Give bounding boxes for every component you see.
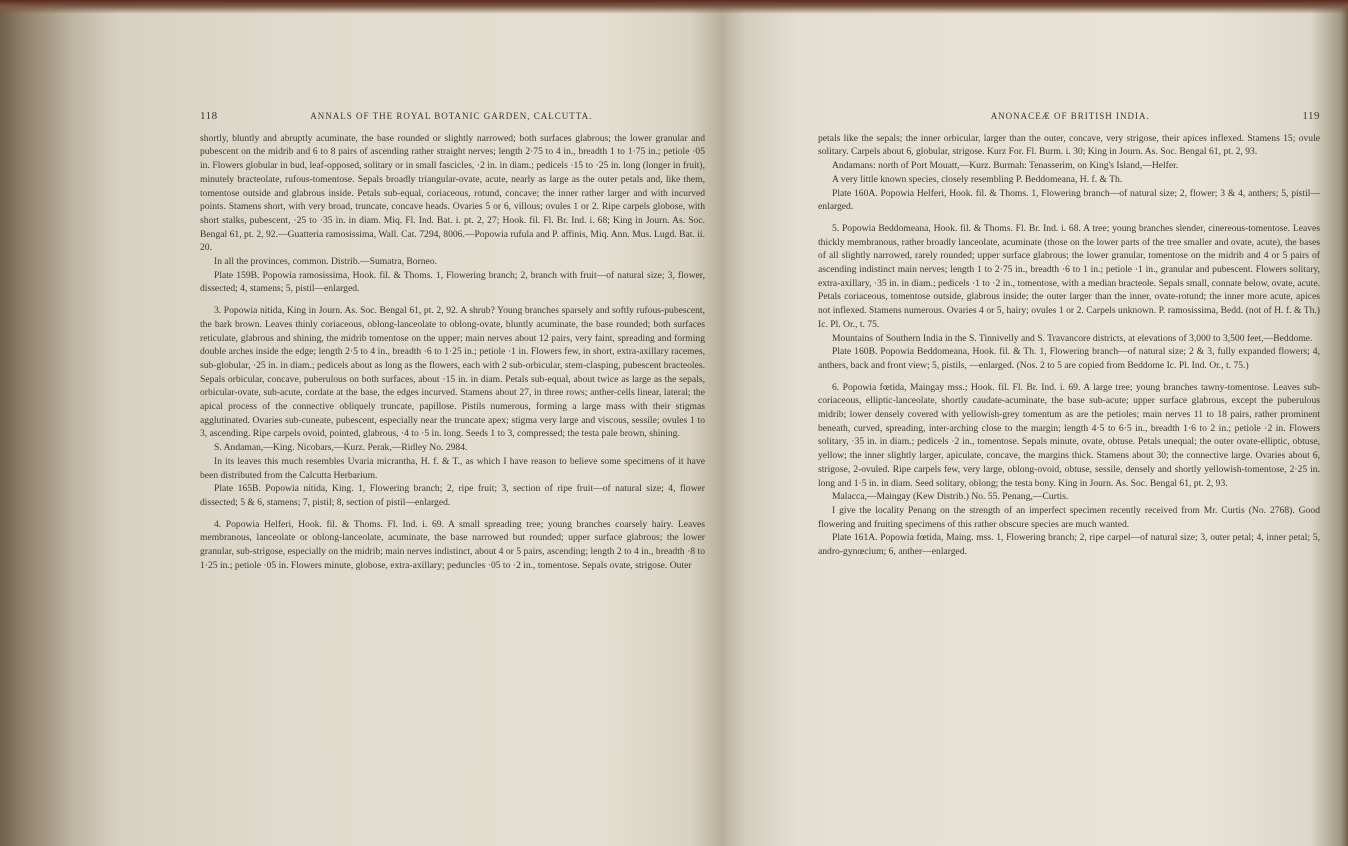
paragraph: In its leaves this much resembles Uvaria micrantha, H. f. & T., as which I have reason to believe some specimens of it have been distributed from the Calcutta Herbarium. — [200, 455, 705, 481]
plate-caption: Plate 165B. Popowia nitida, King. 1, Flowering branch; 2, ripe fruit; 3, section of ripe fruit—of natural size; 4, flower dissected; 5 & 6, stamens; 7, pistil; 8, section of pistil—enlarged. — [200, 483, 705, 508]
paragraph: Andamans: north of Port Mouatt,—Kurz. Burmah: Tenasserim, on King's Island,—Helfer. — [832, 160, 1179, 172]
paragraph: shortly, bluntly and abruptly acuminate, the base rounded or slightly narrowed; both surfaces glabrous; the lower granular and pubescent on the midrib and 6 to 8 pairs of ascending rather straight nerves; length 2·75 to 4 in., breadth 1 to 1·75 in.; petiole ·05 in. Flowers globular in bud, leaf-opposed, solitary or in small fascicles, ·2 in. in diam.; pedicels ·15 to ·25 in. long (longer in fruit), minutely bracteolate, rufous-tomentose. Sepals broadly triangular-ovate, acute, nearly as large as the outer petals and, like them, tomentose outside and glabrous inside. Petals sub-equal, coriaceous, rotund, concave; the inner rather larger and with incurved points. Stamens short, with very broad, truncate, concave heads. Ovaries 5 or 6, villous; ovules 1 or 2. Ripe carpels globose, with short stalks, pubescent, ·25 to ·35 in. in diam. Miq. Fl. Ind. Bat. i. pt. 2, 27; Hook. fil. Fl. Br. Ind. i. 68; King in Journ. As. Soc. Bengal 61, pt. 2, 92.—Guatteria ramosissima, Wall. Cat. 7294, 8006.—Popowia rufula and P. affinis, Miq. Ann. Mus. Lugd. Bat. ii. 20. — [200, 132, 705, 254]
paragraph: S. Andaman,—King. Nicobars,—Kurz. Perak,—Ridley No. 2984. — [214, 442, 468, 454]
plate-caption: Plate 159B. Popowia ramosissima, Hook. fil. & Thoms. 1, Flowering branch; 2, branch with fruit—of natural size; 3, flower, dissected; 4, stamens; 5, pistil—enlarged. — [200, 269, 705, 295]
right-page — [818, 110, 1320, 559]
right-page-header — [818, 110, 1320, 124]
left-page-header — [200, 110, 705, 124]
book-top-edge — [0, 0, 1348, 14]
running-head: ANNALS OF THE ROYAL BOTANIC GARDEN, CALCUTTA. — [310, 111, 593, 121]
running-head: ANONACEÆ OF BRITISH INDIA. — [990, 111, 1150, 121]
plate-caption: Plate 161A. Popowia fœtida, Maing. mss. 1, Flowering branch; 2, ripe carpel—of natural size; 3, outer petal; 4, inner petal; 5, andro-gynœcium; 6, anther—enlarged. — [818, 532, 1320, 558]
paragraph: Malacca,—Maingay (Kew Distrib.) No. 55. Penang,—Curtis. — [832, 491, 1069, 503]
plate-caption: Plate 160B. Popowia Beddomeana, Hook. fil. & Th. 1, Flowering branch—of natural size; 2 & 3, fully expanded flowers; 4, anthers, back and front view; 5, pistils, —enlarged. (Nos. 2 to 5 are copied from Beddome Ic. Pl. Ind. Or., t. 75.) — [818, 346, 1320, 371]
species-entry: 5. Popowia Beddomeana, Hook. fil. & Thoms. Fl. Br. Ind. i. 68. A tree; young branches slender, cinereous-tomentose. Leaves thickly membranous, rather broadly lanceolate, acuminate (those on the lower parts of the tree smaller and ovate, acute), the bases of all slightly narrowed, rarely rounded; upper surface glabrous; the lower granular, tomentose on the midrib and 4 or 5 pairs of ascending indistinct main nerves; length 1 to 2·75 in., breadth ·6 to 1 in.; petiole ·1 in., granular and pubescent. Flowers solitary, extra-axillary, ·35 in. in diam.; pedicels ·1 to ·2 in., tomentose, with a median bracteole. Sepals small, connate below, ovate, acute. Petals coriaceous, tomentose outside, glabrous inside; the outer larger than the inner, ovate-rotund; the inner more acute, apices not inflexed. Stamens numerous. Ovaries 4 or 5, hairy; ovules 1 or 2. Carpels unknown. P. ramosissima, Bedd. (not of H. f. & Th.) Ic. Pl. Or., t. 75. — [818, 222, 1320, 330]
species-entry: 6. Popowia fœtida, Maingay mss.; Hook. fil. Fl. Br. Ind. i. 69. A large tree; young branches tawny-tomentose. Leaves sub-coriaceous, elliptic-lanceolate, shortly caudate-acuminate, the base sub-acute; upper surface glabrous, except the puberulous midrib; lower densely covered with yellowish-grey tomentum as are the petioles; main nerves 11 to 18 pairs, rather prominent beneath, curved, spreading, inter-arching close to the margin; length 4·5 to 6·5 in., breadth 1·6 to 2 in.; petiole ·2 in. Flowers solitary, ·35 in. in diam.; pedicels ·2 in., tomentose. Sepals minute, ovate, obtuse. Petals unequal; the outer ovate-elliptic, obtuse, yellow; the inner slightly larger, apiculate, concave, the margins thick. Stamens about 30; the connective large. Ovaries about 6, strigose, 2-ovuled. Ripe carpels few, very large, oblong-ovoid, obtuse, sessile, densely and shortly yellowish-tomentose, 2·25 in. long and 1·5 in. in diam. Seed solitary, oblong; the testa bony. King in Journ. As. Soc. Bengal 61, pt. 2, 93. — [818, 381, 1320, 489]
plate-caption: Plate 160A. Popowia Helferi, Hook. fil. & Thoms. 1, Flowering branch—of natural size; 2, flower; 3 & 4, anthers; 5, pistil—enlarged. — [818, 187, 1320, 213]
species-entry: 4. Popowia Helferi, Hook. fil. & Thoms. Fl. Ind. i. 69. A small spreading tree; young branches coarsely hairy. Leaves membranous, lanceolate or oblong-lanceolate, acuminate, the base narrowed but rounded; upper surface glabrous; the lower granular, sub-strigose, especially on the midrib; main nerves indistinct, about 4 or 5 pairs, ascending; length 2 to 4 in., breadth ·8 to 1·25 in.; petiole ·05 in. Flowers minute, globose, extra-axillary; peduncles ·05 to ·2 in., tomentose. Sepals ovate, strigose. Outer — [200, 518, 705, 571]
page-number: 118 — [200, 110, 218, 122]
paragraph: Mountains of Southern India in the S. Tinnivelly and S. Travancore districts, at elevations of 3,000 to 3,500 feet,—Beddome. — [832, 332, 1313, 344]
page-number: 119 — [1302, 110, 1320, 122]
paragraph: In all the provinces, common. Distrib.—Sumatra, Borneo. — [214, 256, 438, 268]
paragraph: petals like the sepals; the inner orbicular, larger than the outer, concave, very strigose, their apices inflexed. Stamens 15; ovule solitary. Carpels about 6, globular, strigose. Kurz For. Fl. Burm. i. 30; King in Journ. As. Soc. Bengal 61, pt. 2, 93. — [818, 132, 1320, 158]
left-page — [200, 110, 705, 573]
paragraph: A very little known species, closely resembling P. Beddomeana, H. f. & Th. — [832, 173, 1123, 185]
paragraph: I give the locality Penang on the strength of an imperfect specimen recently received from Mr. Curtis (No. 2768). Good flowering and fruiting specimens of this rather obscure species are much wanted. — [818, 504, 1320, 530]
species-entry: 3. Popowia nitida, King in Journ. As. Soc. Bengal 61, pt. 2, 92. A shrub? Young branches sparsely and softly rufous-pubescent, the bark brown. Leaves thinly coriaceous, oblong-lanceolate to oblong-ovate, bluntly acuminate, the base rounded; both surfaces reticulate, glabrous and shining, the midrib tomentose on the upper; main nerves about 12 pairs, very faint, spreading and forming double arches inside the edge; length 2·5 to 4 in., breadth ·6 to 1·25 in.; petiole ·1 in. Flowers few, in short, extra-axillary racemes, sub-globular, ·25 in. in diam.; pedicels about as long as the flowers, each with 2 sub-orbicular, stem-clasping, pubescent bracteoles. Sepals orbicular, concave, puberulous on both surfaces, about ·15 in. in diam. Petals sub-equal, about twice as large as the sepals, orbicular-ovate, sub-acute, cordate at the base, the edges incurved. Stamens about 27, in three rows; anther-cells linear, lateral; the apical process of the connective obliquely truncate, papillose. Pistils numerous, forming a large mass with their stigmas agglutinated. Ovaries sub-cuneate, pubescent, especially near the truncate apex; stigma very large and viscous, sessile; ovules 1 to 3, ascending. Ripe carpels ovoid, pointed, glabrous, ·4 to ·5 in. long. Seeds 1 to 3, compressed; the testa pale brown, shining. — [200, 305, 705, 440]
